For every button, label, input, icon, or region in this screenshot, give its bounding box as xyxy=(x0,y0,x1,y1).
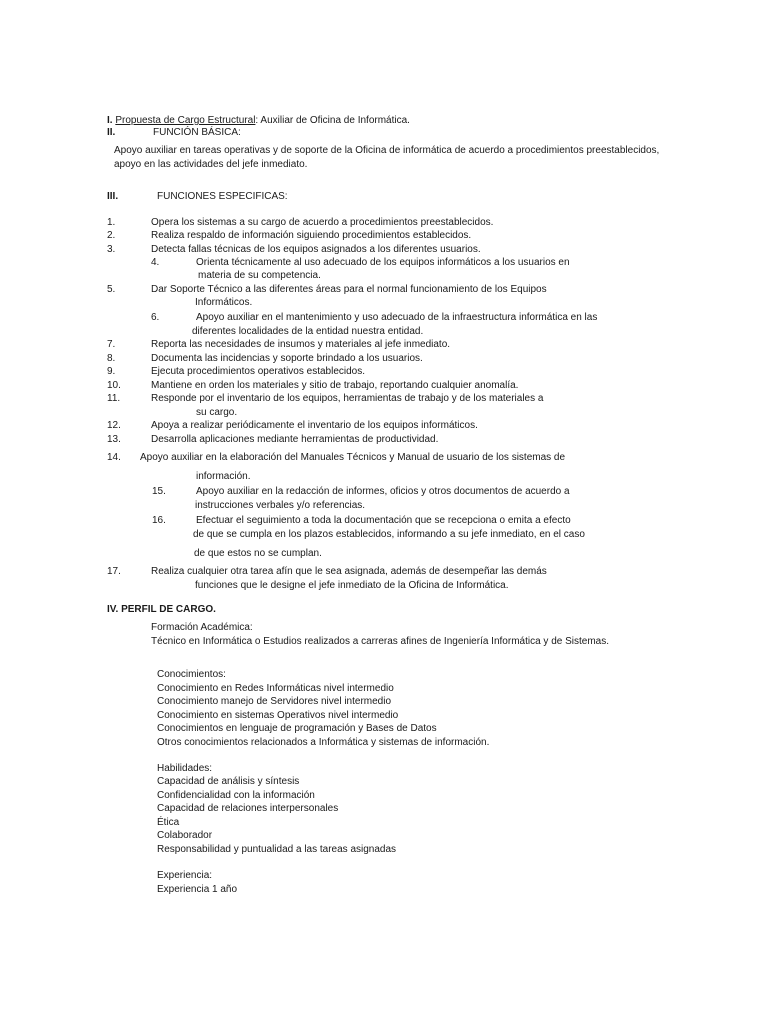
formacion-text: Técnico en Informática o Estudios realizados a carreras afines de Ingeniería Informática y de Sistemas. xyxy=(151,636,610,647)
section-1-value: : Auxiliar de Oficina de Informática. xyxy=(255,115,410,126)
item-text: Desarrolla aplicaciones mediante herramientas de productividad. xyxy=(151,434,439,445)
section-1-roman: I. xyxy=(107,115,113,126)
item-text-cont: de que se cumpla en los plazos establecidos, informando a su jefe inmediato, en el caso xyxy=(193,529,585,540)
item-number: 17. xyxy=(107,566,121,577)
conocimientos-label: Conocimientos: xyxy=(157,669,226,680)
item-number: 4. xyxy=(151,257,160,268)
conocimiento-item: Conocimientos en lenguaje de programación y Bases de Datos xyxy=(157,723,437,734)
item-text-cont: funciones que le designe el jefe inmediato de la Oficina de Informática. xyxy=(195,580,509,591)
section-3-title: FUNCIONES ESPECIFICAS: xyxy=(157,191,288,202)
item-text: Detecta fallas técnicas de los equipos asignados a los diferentes usuarios. xyxy=(151,244,481,255)
section-2-title: FUNCIÓN BÁSICA: xyxy=(153,127,241,138)
item-text: Responde por el inventario de los equipos, herramientas de trabajo y de los materiales a xyxy=(151,393,544,404)
item-number: 6. xyxy=(151,312,160,323)
item-text: Efectuar el seguimiento a toda la documentación que se recepciona o emita a efecto xyxy=(196,515,571,526)
habilidad-item: Responsabilidad y puntualidad a las tareas asignadas xyxy=(157,844,397,855)
item-number: 10. xyxy=(107,380,121,391)
experiencia-text: Experiencia 1 año xyxy=(157,884,238,895)
item-text: Apoyo auxiliar en la elaboración del Manuales Técnicos y Manual de usuario de los sistemas de xyxy=(140,452,566,463)
item-text: Apoya a realizar periódicamente el inventario de los equipos informáticos. xyxy=(151,420,478,431)
habilidad-item: Confidencialidad con la información xyxy=(157,790,315,801)
item-text: Realiza respaldo de información siguiendo procedimientos establecidos. xyxy=(151,230,472,241)
conocimiento-item: Conocimiento manejo de Servidores nivel intermedio xyxy=(157,696,392,707)
item-text-cont: diferentes localidades de la entidad nuestra entidad. xyxy=(192,326,424,337)
item-number: 7. xyxy=(107,339,116,350)
item-text-cont: Informáticos. xyxy=(195,297,253,308)
item-text-cont: información. xyxy=(196,471,251,482)
item-number: 5. xyxy=(107,284,116,295)
habilidad-item: Capacidad de análisis y síntesis xyxy=(157,776,300,787)
item-number: 11. xyxy=(107,393,121,404)
item-number: 12. xyxy=(107,420,121,431)
item-number: 15. xyxy=(152,486,166,497)
section-1-label: Propuesta de Cargo Estructural xyxy=(115,115,256,126)
experiencia-label: Experiencia: xyxy=(157,870,213,881)
item-number: 16. xyxy=(152,515,166,526)
conocimiento-item: Otros conocimientos relacionados a Informática y sistemas de información. xyxy=(157,737,490,748)
item-number: 9. xyxy=(107,366,116,377)
conocimiento-item: Conocimiento en sistemas Operativos nivel intermedio xyxy=(157,710,399,721)
formacion-label: Formación Académica: xyxy=(151,622,253,633)
section-2-text-line-2: apoyo en las actividades del jefe inmediato. xyxy=(114,159,308,170)
habilidad-item: Colaborador xyxy=(157,830,213,841)
section-4-title: PERFIL DE CARGO. xyxy=(121,604,216,615)
item-number: 8. xyxy=(107,353,116,364)
habilidad-item: Capacidad de relaciones interpersonales xyxy=(157,803,339,814)
section-4-roman: IV. xyxy=(107,604,119,615)
item-text: Dar Soporte Técnico a las diferentes áreas para el normal funcionamiento de los Equipos xyxy=(151,284,547,295)
section-2-roman: II. xyxy=(107,127,116,138)
item-text-cont: de que estos no se cumplan. xyxy=(194,548,322,559)
conocimiento-item: Conocimiento en Redes Informáticas nivel intermedio xyxy=(157,683,394,694)
item-text-cont: materia de su competencia. xyxy=(198,270,321,281)
item-text: Apoyo auxiliar en la redacción de informes, oficios y otros documentos de acuerdo a xyxy=(196,486,570,497)
habilidades-label: Habilidades: xyxy=(157,763,213,774)
item-text: Opera los sistemas a su cargo de acuerdo a procedimientos preestablecidos. xyxy=(151,217,494,228)
item-text: Ejecuta procedimientos operativos establecidos. xyxy=(151,366,366,377)
item-number: 13. xyxy=(107,434,121,445)
item-number: 2. xyxy=(107,230,116,241)
section-3-roman: III. xyxy=(107,191,119,202)
item-number: 3. xyxy=(107,244,116,255)
item-text: Mantiene en orden los materiales y sitio de trabajo, reportando cualquier anomalía. xyxy=(151,380,519,391)
item-text-cont: instrucciones verbales y/o referencias. xyxy=(195,500,366,511)
item-text: Documenta las incidencias y soporte brindado a los usuarios. xyxy=(151,353,423,364)
item-text: Reporta las necesidades de insumos y materiales al jefe inmediato. xyxy=(151,339,451,350)
item-text-cont: su cargo. xyxy=(196,407,238,418)
section-2-text-line-1: Apoyo auxiliar en tareas operativas y de soporte de la Oficina de informática de acuerdo a procedimientos preestablecidos, xyxy=(114,145,660,156)
item-text: Orienta técnicamente al uso adecuado de los equipos informáticos a los usuarios en xyxy=(196,257,570,268)
item-text: Apoyo auxiliar en el mantenimiento y uso adecuado de la infraestructura informática en las xyxy=(196,312,598,323)
item-text: Realiza cualquier otra tarea afín que le sea asignada, además de desempeñar las demás xyxy=(151,566,547,577)
section-4-heading xyxy=(107,603,216,616)
habilidad-item: Ética xyxy=(157,817,180,828)
item-number: 14. xyxy=(107,452,121,463)
item-number: 1. xyxy=(107,217,116,228)
